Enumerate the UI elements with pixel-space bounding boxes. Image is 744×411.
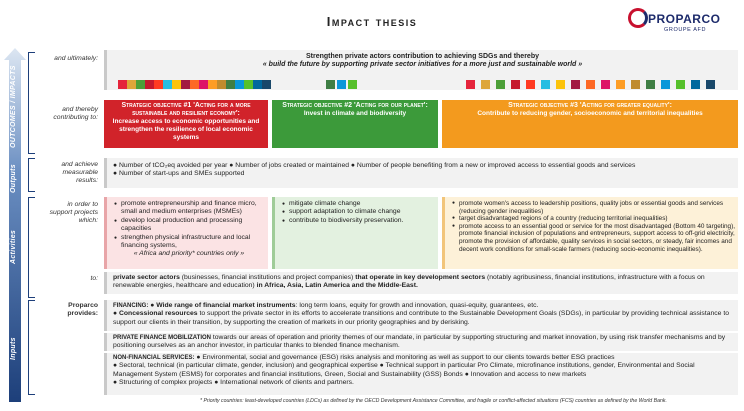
activity-item: ● target disadvantaged regions of a country (reducing territorial inequalities): [459, 215, 735, 223]
label-ultimately: and ultimately:: [54, 55, 98, 62]
sdg-icon: [691, 80, 700, 89]
private-finance-text: PRIVATE FINANCE MOBILIZATION towards our areas of operation and priority themes of our mandate, in particular by supporting structuring and market innovation, by using risk transfer mechanisms and by positioning ourselves as an anchor investor, in particular thanks to blended finance mechanism.: [113, 334, 726, 350]
sdg-icon: [226, 80, 235, 89]
nfs-text-2: ● Sectoral, technical (in particular climate, gender, inclusion) and geographical expertise ● Technical support in particular Pro Climate, microfinance institutions, gender, Environmental and Social Management System (ESMS) for corporates and financial institutions, Green, Social and Sustainability (GSS) Bonds ● Innovation and access to new markets: [113, 362, 695, 378]
strategic-objective-3: [442, 100, 738, 148]
activities-objective-3: [442, 197, 738, 269]
bracket-outcomes: [28, 52, 35, 154]
sdg-icon: [706, 80, 715, 89]
label-proparco-provides: Proparco provides:: [67, 302, 98, 317]
goal-line-2: « build the future by supporting private sector initiatives for a more just and sustainable world »: [262, 61, 583, 69]
goal-line-1: Strengthen private actors contribution to achieving SDGs and thereby: [306, 53, 539, 60]
sdg-icon: [244, 80, 253, 89]
financing-text-2: ● Concessional resources to support the private sector in its efforts to accelerate transitions and contribute to the Sustainable Development Goals (SDGs), in particular by providing technical assistance to support our clients in their transition, by supporting the creation of markets in our priority geographies and by derisking.: [113, 310, 730, 326]
sdg-icon: [616, 80, 625, 89]
proparco-logo: [622, 6, 740, 38]
page-title: Impact thesis: [326, 14, 418, 29]
sdg-icon: [676, 80, 685, 89]
activity-item: ● strengthen physical infrastructure and local financing systems,: [121, 234, 265, 251]
sdg-icon: [127, 80, 136, 89]
sdg-icon: [541, 80, 550, 89]
sdg-icon: [190, 80, 199, 89]
label-achieve: and achieve measurable results:: [61, 161, 98, 184]
sdg-icon: [496, 80, 505, 89]
activities-col1-note: « Africa and priority* countries only »: [133, 250, 245, 258]
objective-3-title: Strategic objective #3 'Acting for greater equality':: [508, 102, 672, 109]
axis-outcomes-label: OUTCOMES / IMPACTS: [10, 65, 17, 148]
activity-item: ● support adaptation to climate change: [289, 208, 435, 216]
sdg-icon: [511, 80, 520, 89]
bracket-outputs: [28, 158, 35, 192]
axis-activities-label: Activities: [10, 229, 17, 264]
inputs-financing-box: [104, 300, 738, 331]
outputs-line-1: ● Number of tCO₂eq avoided per year ● Number of jobs created or maintained ● Number of people benefiting from a new or improved access to essential goods and services: [113, 162, 636, 169]
objective-3-body: Contribute to reducing gender, socioeconomic and territorial inequalities: [477, 110, 703, 117]
sdg-icon: [262, 80, 271, 89]
activity-item: ● develop local production and processing capacities: [121, 217, 265, 234]
sdg-icon: [199, 80, 208, 89]
label-to: to:: [90, 275, 98, 282]
inputs-private-finance-box: [104, 333, 738, 351]
sdg-icon: [145, 80, 154, 89]
objective-1-title: Strategic objective #1 'Acting for a more sustainable and resilient economy':: [121, 102, 251, 117]
label-contributing: and thereby contributing to:: [53, 106, 98, 121]
activity-item: ● contribute to biodiversity preservation.: [289, 217, 435, 225]
objective-1-body: Increase access to economic opportunities and strengthen the resilience of local economic systems: [112, 118, 260, 141]
activity-item: ● mitigate climate change: [289, 200, 435, 208]
label-in-order: in order to support projects which:: [49, 201, 98, 224]
nfs-text-3: ● Structuring of complex projects ● International network of clients and partners.: [113, 379, 354, 387]
strategic-objective-1: [104, 100, 268, 148]
sdg-icon: [348, 80, 357, 89]
sdg-icon: [118, 80, 127, 89]
sdg-icon: [163, 80, 172, 89]
sdg-icon: [326, 80, 335, 89]
activities-objective-2: [272, 197, 438, 269]
sdg-icon: [571, 80, 580, 89]
sdg-icon: [253, 80, 262, 89]
sdg-icon: [631, 80, 640, 89]
logo-name: PROPARCO: [648, 12, 721, 26]
bracket-activities: [28, 197, 35, 298]
bracket-inputs: [28, 300, 35, 395]
sdg-icon: [172, 80, 181, 89]
sdg-icon: [136, 80, 145, 89]
sdg-icon: [208, 80, 217, 89]
logo-ring-icon: [628, 8, 648, 28]
axis-inputs-label: Inputs: [10, 337, 17, 360]
axis-outputs-label: Outputs: [10, 164, 17, 193]
target-actors-box: [104, 272, 738, 294]
sdg-icon: [181, 80, 190, 89]
activity-item: ● promote access to an essential good or service for the most disadvantaged (Bottom 40 targeting), promote financial inclusion of populations and entrepreneurs, support access to off-grid electricity, promote the provision of affordable, quality services in social sectors, or steady, fair incomes and decent work conditions for small-scale farmers (reducing socio-economic inequalities).: [459, 223, 735, 253]
strategic-objective-2: [272, 100, 438, 148]
nfs-text-1: NON-FINANCIAL SERVICES: ● Environmental, social and governance (ESG) risks analysis and monitoring as well as support to our clients towards better ESG practices: [113, 354, 615, 361]
logo-subtitle: GROUPE AFD: [664, 27, 707, 33]
sdg-icon: [217, 80, 226, 89]
activities-objective-1: [104, 197, 268, 269]
sdg-icon: [586, 80, 595, 89]
objective-2-body: Invest in climate and biodiversity: [303, 110, 407, 117]
financing-text-1: FINANCING: ● Wide range of financial market instruments: long term loans, equity for growth and innovation, quasi-equity, guarantees, etc.: [113, 302, 539, 309]
sdg-icon: [661, 80, 670, 89]
sdg-icon: [526, 80, 535, 89]
activity-item: ● promote women's access to leadership positions, quality jobs or essential goods and services (reducing gender inequalities): [459, 200, 735, 215]
outputs-box: [104, 158, 738, 188]
footnote: * Priority countries: least-developed countries (LDCs) as defined by the OECD Development Assistance Committee, and fragile or conflict-affected situations (FCS) countries as defined by the World Bank.: [200, 398, 667, 404]
sdg-icon: [337, 80, 346, 89]
sdg-icon: [556, 80, 565, 89]
sdg-icon: [154, 80, 163, 89]
sdg-icon: [646, 80, 655, 89]
sdg-icon: [481, 80, 490, 89]
sdg-icon: [466, 80, 475, 89]
inputs-non-financial-box: [104, 353, 738, 395]
sdg-icon: [601, 80, 610, 89]
activity-item: ● promote entrepreneurship and finance micro, small and medium enterprises (MSMEs): [121, 200, 265, 217]
target-actors-text: private sector actors (businesses, financial institutions and project companies) that operate in key development sectors (notably agribusiness, financial institutions, infrastructure with a focus on renewable energies, healthcare and education) in Africa, Asia, Latin America and the Middle-East.: [113, 274, 705, 290]
sdg-icon: [235, 80, 244, 89]
objective-2-title: Strategic objective #2 'Acting for our planet':: [282, 102, 428, 109]
outputs-line-2: ● Number of start-ups and SMEs supported: [113, 170, 245, 178]
